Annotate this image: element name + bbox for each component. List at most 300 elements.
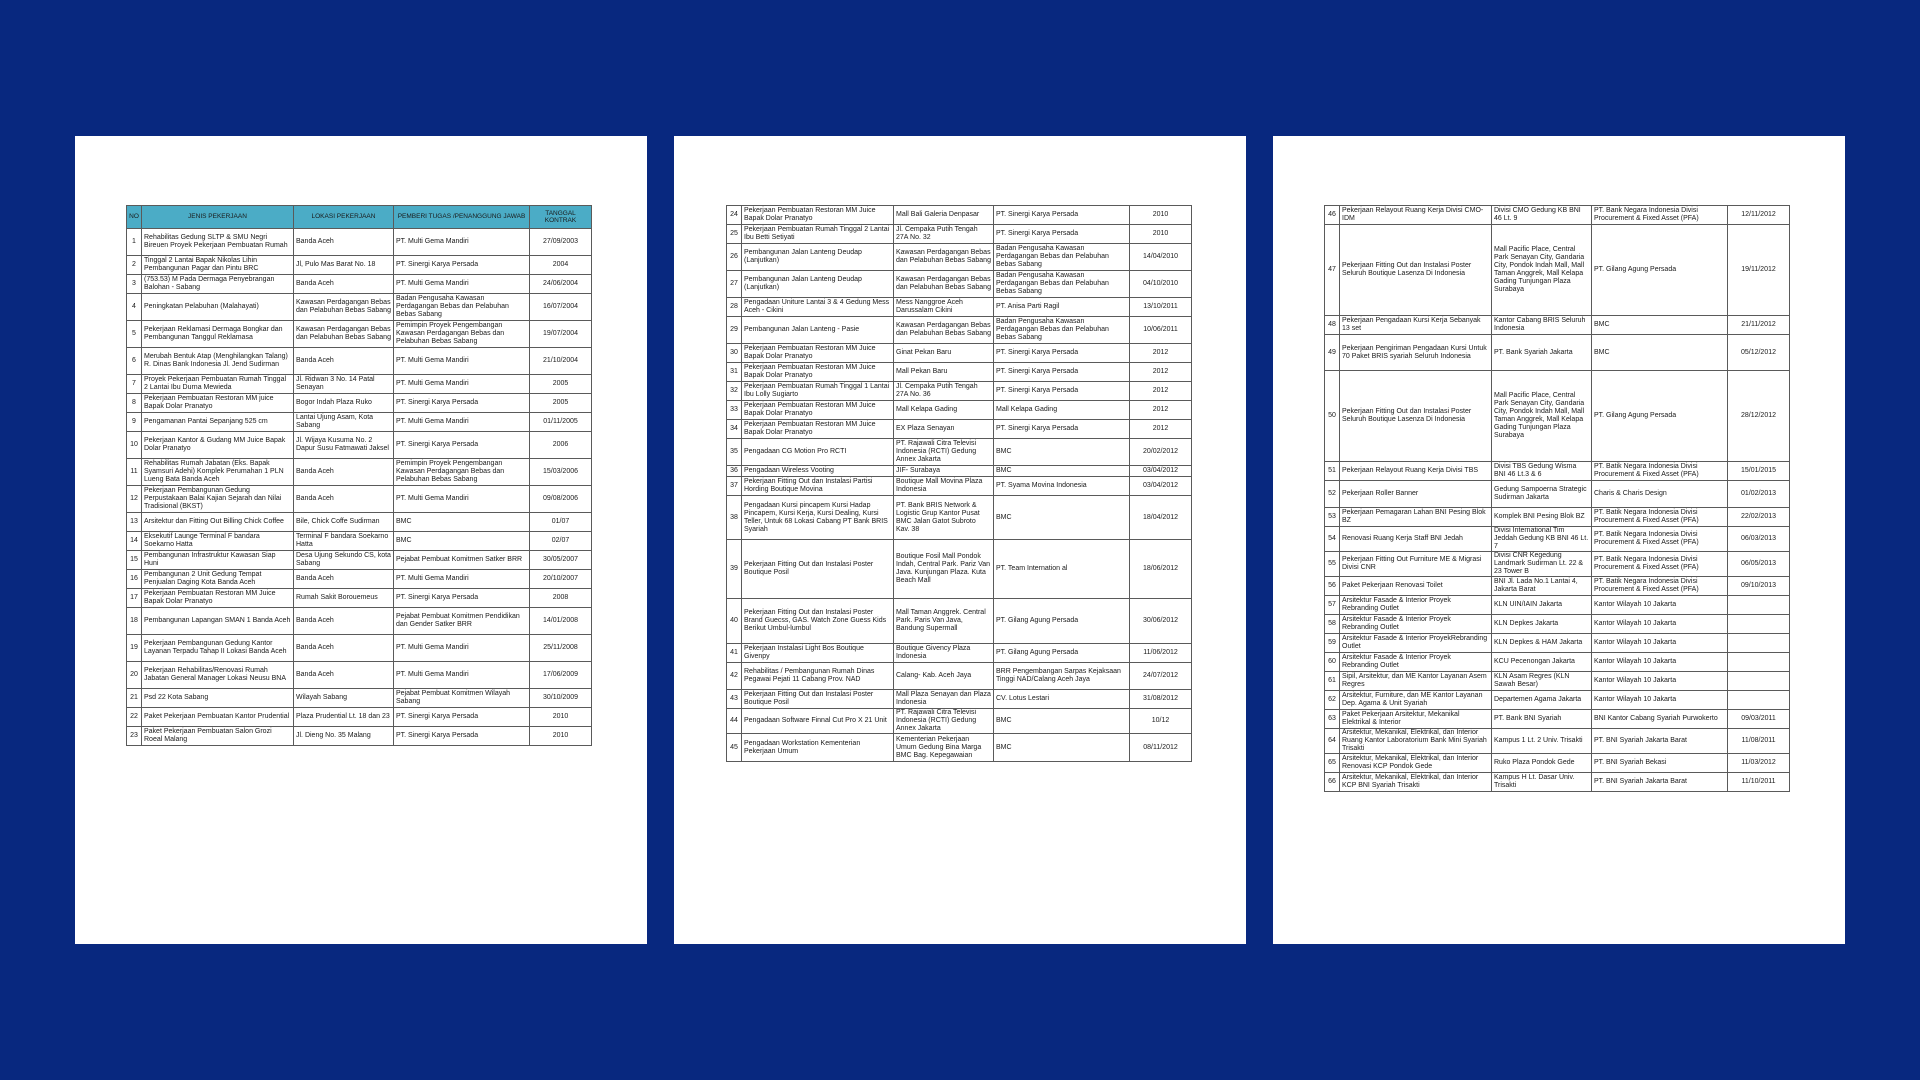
cell-date: 11/10/2011: [1728, 773, 1790, 792]
cell-no: 38: [727, 496, 742, 540]
cell-no: 10: [127, 432, 142, 459]
cell-employer: PT. Gilang Agung Persada: [1592, 225, 1728, 316]
table-row: [1325, 462, 1790, 481]
cell-location: Jl. Cempaka Putih Tengah 27A No. 32: [894, 225, 994, 244]
cell-job: Arsitektur Fasade & Interior Proyek Rebranding Outlet: [1340, 596, 1492, 615]
cell-date: 28/12/2012: [1728, 371, 1790, 462]
cell-employer: Pemimpin Proyek Pengembangan Kawasan Perdagangan Bebas dan Pelabuhan Bebas Sabang: [394, 459, 530, 486]
cell-employer: Pejabat Pembuat Komitmen Wilayah Sabang: [394, 689, 530, 708]
cell-no: 43: [727, 690, 742, 709]
cell-location: Kawasan Perdagangan Bebas dan Pelabuhan Bebas Sabang: [294, 321, 394, 348]
cell-job: Renovasi Ruang Kerja Staff BNI Jedah: [1340, 527, 1492, 552]
cell-no: 2: [127, 256, 142, 275]
cell-no: 17: [127, 589, 142, 608]
table-row: [127, 375, 592, 394]
document-page-3: [1273, 136, 1845, 944]
table-body: [1325, 206, 1790, 792]
cell-job: Pekerjaan Pembuatan Restoran MM Juice Bapak Dolar Pranatyo: [742, 420, 894, 439]
cell-date: 2010: [530, 708, 592, 727]
cell-job: Pekerjaan Roller Banner: [1340, 481, 1492, 508]
cell-location: Boutique Fosil Mall Pondok Indah, Central Park. Pariz Van Java. Kunjungan Plaza. Kuta Beach Mall: [894, 540, 994, 599]
cell-employer: PT. Sinergi Karya Persada: [994, 344, 1130, 363]
cell-location: Kawasan Perdagangan Bebas dan Pelabuhan Bebas Sabang: [294, 294, 394, 321]
cell-employer: BMC: [994, 496, 1130, 540]
cell-employer: PT. Multi Gema Mandiri: [394, 635, 530, 662]
cell-job: Arsitektur Fasade & Interior ProyekRebranding Outlet: [1340, 634, 1492, 653]
cell-date: 2004: [530, 256, 592, 275]
cell-no: 29: [727, 317, 742, 344]
cell-no: 60: [1325, 653, 1340, 672]
table-row: [727, 244, 1192, 271]
cell-location: Ginat Pekan Baru: [894, 344, 994, 363]
cell-employer: PT. Gilang Agung Persada: [1592, 371, 1728, 462]
cell-location: Boutique Mall Movina Plaza Indonesia: [894, 477, 994, 496]
cell-location: Mall Pacific Place, Central Park Senayan City, Gandaria City, Pondok Indah Mall, Mall Taman Anggrek, Mall Kelapa Gading Tunjungan Plaza Surabaya: [1492, 371, 1592, 462]
cell-location: Banda Aceh: [294, 486, 394, 513]
cell-date: 2010: [1130, 206, 1192, 225]
table-row: [727, 477, 1192, 496]
cell-job: Pekerjaan Fitting Out dan Instalasi Poster Seluruh Boutique Lasenza Di Indonesia: [1340, 225, 1492, 316]
cell-date: 18/04/2012: [1130, 496, 1192, 540]
cell-job: Pekerjaan Reklamasi Dermaga Bongkar dan Pembangunan Tanggul Reklamasa: [142, 321, 294, 348]
cell-date: 2005: [530, 394, 592, 413]
cell-no: 36: [727, 466, 742, 477]
cell-employer: BMC: [394, 513, 530, 532]
cell-employer: Kantor Wilayah 10 Jakarta: [1592, 634, 1728, 653]
cell-location: BNI Jl. Lada No.1 Lantai 4, Jakarta Barat: [1492, 577, 1592, 596]
cell-date: 24/07/2012: [1130, 663, 1192, 690]
cell-date: 15/03/2006: [530, 459, 592, 486]
cell-location: Banda Aceh: [294, 459, 394, 486]
cell-date: 2010: [530, 727, 592, 746]
table-row: [127, 459, 592, 486]
cell-no: 1: [127, 229, 142, 256]
table-row: [727, 271, 1192, 298]
header-employer: PEMBERI TUGAS /PENANGGUNG JAWAB: [394, 206, 530, 229]
cell-date: 06/05/2013: [1728, 552, 1790, 577]
cell-job: Pekerjaan Instalasi Light Bos Boutique Givenpy: [742, 644, 894, 663]
cell-location: Divisi International Tim Jeddah Gedung KB BNI 46 Lt. 7: [1492, 527, 1592, 552]
header-no: NO: [127, 206, 142, 229]
cell-job: Arsitektur dan Fitting Out Billing Chick Coffee: [142, 513, 294, 532]
cell-location: Mall Kelapa Gading: [894, 401, 994, 420]
project-table-1: [126, 205, 592, 746]
cell-job: Proyek Pekerjaan Pembuatan Rumah Tinggal 2 Lantai Ibu Durna Mewieda: [142, 375, 294, 394]
cell-no: 13: [127, 513, 142, 532]
header-job: JENIS PEKERJAAN: [142, 206, 294, 229]
cell-job: Pekerjaan Fitting Out dan Instalasi Poster Boutique Posil: [742, 540, 894, 599]
table-row: [1325, 773, 1790, 792]
cell-employer: Pejabat Pembuat Komitmen Pendidikan dan Gender Satker BRR: [394, 608, 530, 635]
cell-job: Arsitektur, Mekanikal, Elektrikal, dan Interior Ruang Kantor Laboratorium Bank Mini Syariah Trisakti: [1340, 729, 1492, 754]
cell-location: Departemen Agama Jakarta: [1492, 691, 1592, 710]
header-date: TANGGAL KONTRAK: [530, 206, 592, 229]
cell-employer: PT. Multi Gema Mandiri: [394, 486, 530, 513]
table-row: [727, 496, 1192, 540]
cell-job: Pekerjaan Pembangunan Gedung Kantor Layanan Terpadu Tahap II Lokasi Banda Aceh: [142, 635, 294, 662]
table-row: [1325, 508, 1790, 527]
cell-date: 27/09/2003: [530, 229, 592, 256]
cell-date: 06/03/2013: [1728, 527, 1790, 552]
cell-no: 42: [727, 663, 742, 690]
cell-job: Pembangunan Infrastruktur Kawasan Siap Huni: [142, 551, 294, 570]
cell-location: Banda Aceh: [294, 635, 394, 662]
cell-employer: BMC: [994, 439, 1130, 466]
cell-no: 59: [1325, 634, 1340, 653]
cell-location: Mall Pacific Place, Central Park Senayan City, Gandaria City, Pondok Indah Mall, Mall Taman Anggrek, Mall Kelapa Gading Tunjungan Plaza Surabaya: [1492, 225, 1592, 316]
cell-no: 26: [727, 244, 742, 271]
cell-date: 24/06/2004: [530, 275, 592, 294]
cell-no: 56: [1325, 577, 1340, 596]
cell-date: 14/01/2008: [530, 608, 592, 635]
cell-no: 7: [127, 375, 142, 394]
cell-employer: Kantor Wilayah 10 Jakarta: [1592, 691, 1728, 710]
cell-location: Jl, Pulo Mas Barat No. 18: [294, 256, 394, 275]
cell-employer: PT. Multi Gema Mandiri: [394, 348, 530, 375]
cell-no: 8: [127, 394, 142, 413]
table-row: [1325, 527, 1790, 552]
table-row: [127, 348, 592, 375]
cell-location: Desa Ujung Sekundo CS, kota Sabang: [294, 551, 394, 570]
cell-job: Arsitektur, Mekanikal, Elektrikal, dan Interior Renovasi KCP Pondok Gede: [1340, 754, 1492, 773]
cell-employer: PT. Sinergi Karya Persada: [394, 727, 530, 746]
cell-location: Mall Bali Galeria Denpasar: [894, 206, 994, 225]
cell-location: EX Plaza Senayan: [894, 420, 994, 439]
cell-date: 2012: [1130, 401, 1192, 420]
table-row: [727, 206, 1192, 225]
cell-job: Paket Pekerjaan Renovasi Toilet: [1340, 577, 1492, 596]
cell-date: 2012: [1130, 420, 1192, 439]
cell-no: 48: [1325, 316, 1340, 335]
table-row: [1325, 225, 1790, 316]
cell-date: 01/11/2005: [530, 413, 592, 432]
table-row: [127, 708, 592, 727]
cell-date: 16/07/2004: [530, 294, 592, 321]
table-row: [727, 298, 1192, 317]
cell-employer: PT. Syama Movina Indonesia: [994, 477, 1130, 496]
cell-job: Pekerjaan Pemagaran Lahan BNI Pesing Blok BZ: [1340, 508, 1492, 527]
cell-job: Pekerjaan Fitting Out dan Instalasi Partisi Hording Boutique Movina: [742, 477, 894, 496]
cell-date: 2012: [1130, 344, 1192, 363]
cell-location: Jl. Wijaya Kusuma No. 2 Dapur Susu Fatmawati Jaksel: [294, 432, 394, 459]
cell-date: 25/11/2008: [530, 635, 592, 662]
cell-location: PT. Rajawali Citra Televisi Indonesia (RCTI) Gedung Annex Jakarta: [894, 709, 994, 734]
cell-job: Psd 22 Kota Sabang: [142, 689, 294, 708]
cell-no: 65: [1325, 754, 1340, 773]
cell-employer: BMC: [1592, 316, 1728, 335]
cell-no: 12: [127, 486, 142, 513]
cell-job: Pembangunan Jalan Lanteng Deudap (Lanjutkan): [742, 271, 894, 298]
table-row: [127, 727, 592, 746]
cell-employer: PT. Sinergi Karya Persada: [394, 256, 530, 275]
cell-job: Pekerjaan Pembuatan Restoran MM Juice Bapak Dolar Pranatyo: [142, 589, 294, 608]
cell-employer: Kantor Wilayah 10 Jakarta: [1592, 653, 1728, 672]
cell-no: 27: [727, 271, 742, 298]
table-row: [127, 570, 592, 589]
cell-location: Jl. Cempaka Putih Tengah 27A No. 36: [894, 382, 994, 401]
cell-employer: Pemimpin Proyek Pengembangan Kawasan Perdagangan Bebas dan Pelabuhan Bebas Sabang: [394, 321, 530, 348]
cell-no: 30: [727, 344, 742, 363]
table-row: [1325, 729, 1790, 754]
cell-no: 24: [727, 206, 742, 225]
cell-employer: PT. Gilang Agung Persada: [994, 644, 1130, 663]
cell-no: 66: [1325, 773, 1340, 792]
cell-location: Divisi TBS Gedung Wisma BNI 46 Lt.3 & 6: [1492, 462, 1592, 481]
table-row: [727, 466, 1192, 477]
cell-job: Paket Pekerjaan Pembuatan Salon Grozi Roeal Malang: [142, 727, 294, 746]
cell-location: Banda Aceh: [294, 662, 394, 689]
cell-location: Terminal F bandara Soekarno Hatta: [294, 532, 394, 551]
table-row: [127, 608, 592, 635]
table-row: [1325, 316, 1790, 335]
cell-no: 41: [727, 644, 742, 663]
cell-job: Merubah Bentuk Atap (Menghilangkan Talang) R. Dinas Bank Indonesia Jl. Jend Sudirman: [142, 348, 294, 375]
cell-job: Pekerjaan Pembuatan Restoran MM juice Bapak Dolar Pranatyo: [142, 394, 294, 413]
cell-no: 51: [1325, 462, 1340, 481]
cell-employer: PT. Sinergi Karya Persada: [994, 420, 1130, 439]
cell-date: [1728, 634, 1790, 653]
cell-location: Kampus 1 Lt. 2 Univ. Trisakti: [1492, 729, 1592, 754]
table-row: [727, 439, 1192, 466]
cell-no: 44: [727, 709, 742, 734]
cell-date: 11/06/2012: [1130, 644, 1192, 663]
cell-date: 12/11/2012: [1728, 206, 1790, 225]
cell-employer: Badan Pengusaha Kawasan Perdagangan Bebas dan Pelabuhan Bebas Sabang: [394, 294, 530, 321]
cell-location: Divisi CMO Gedung KB BNI 46 Lt. 9: [1492, 206, 1592, 225]
cell-date: 31/08/2012: [1130, 690, 1192, 709]
table-row: [727, 317, 1192, 344]
cell-location: PT. Bank Syariah Jakarta: [1492, 335, 1592, 371]
cell-job: Pekerjaan Pengadaan Kursi Kerja Sebanyak 13 set: [1340, 316, 1492, 335]
table-row: [727, 540, 1192, 599]
cell-employer: PT. Sinergi Karya Persada: [394, 708, 530, 727]
cell-no: 20: [127, 662, 142, 689]
cell-job: Pekerjaan Rehabilitas/Renovasi Rumah Jabatan General Manager Lokasi Neusu BNA: [142, 662, 294, 689]
cell-job: Pekerjaan Kantor & Gudang MM Juice Bapak Dolar Pranatyo: [142, 432, 294, 459]
table-row: [1325, 335, 1790, 371]
cell-location: Kawasan Perdagangan Bebas dan Pelabuhan Bebas Sabang: [894, 271, 994, 298]
cell-job: Pekerjaan Fitting Out dan Instalasi Poster Seluruh Boutique Lasenza Di Indonesia: [1340, 371, 1492, 462]
cell-date: 30/05/2007: [530, 551, 592, 570]
cell-date: 03/04/2012: [1130, 477, 1192, 496]
cell-location: Divisi CNR Kegedung Landmark Sudirman Lt. 22 & 23 Tower B: [1492, 552, 1592, 577]
cell-job: Rehabilitas Gedung SLTP & SMU Negri Bireuen Proyek Pekerjaan Pembuatan Rumah: [142, 229, 294, 256]
cell-job: Pengadaan Software Finnal Cut Pro X 21 Unit: [742, 709, 894, 734]
cell-job: Pekerjaan Fitting Out dan Instalasi Poster Boutique Posil: [742, 690, 894, 709]
cell-location: Mall Plaza Senayan dan Plaza Indonesia: [894, 690, 994, 709]
table-row: [127, 532, 592, 551]
cell-employer: BMC: [994, 709, 1130, 734]
cell-location: PT. Rajawali Citra Televisi Indonesia (RCTI) Gedung Annex Jakarta: [894, 439, 994, 466]
cell-date: 13/10/2011: [1130, 298, 1192, 317]
cell-location: Kantor Cabang BRIS Seluruh Indonesia: [1492, 316, 1592, 335]
table-row: [727, 690, 1192, 709]
table-row: [1325, 577, 1790, 596]
cell-no: 11: [127, 459, 142, 486]
cell-no: 53: [1325, 508, 1340, 527]
cell-employer: PT. Batik Negara Indonesia Divisi Procurement & Fixed Asset (PFA): [1592, 462, 1728, 481]
cell-date: 2012: [1130, 382, 1192, 401]
cell-job: Pekerjaan Pengiriman Pengadaan Kursi Untuk 70 Paket BRIS syariah Seluruh Indonesia: [1340, 335, 1492, 371]
cell-date: 09/03/2011: [1728, 710, 1790, 729]
cell-employer: Kantor Wilayah 10 Jakarta: [1592, 672, 1728, 691]
cell-no: 21: [127, 689, 142, 708]
cell-location: Banda Aceh: [294, 570, 394, 589]
table-row: [127, 413, 592, 432]
cell-date: 18/06/2012: [1130, 540, 1192, 599]
cell-location: Calang- Kab. Aceh Jaya: [894, 663, 994, 690]
table-row: [1325, 615, 1790, 634]
cell-employer: PT. Multi Gema Mandiri: [394, 375, 530, 394]
table-row: [127, 662, 592, 689]
cell-date: [1728, 615, 1790, 634]
cell-job: Pembangunan Jalan Lanteng Deudap (Lanjutkan): [742, 244, 894, 271]
cell-employer: PT. Bank Negara Indonesia Divisi Procurement & Fixed Asset (PFA): [1592, 206, 1728, 225]
cell-no: 63: [1325, 710, 1340, 729]
cell-location: Plaza Prudential Lt. 18 dan 23: [294, 708, 394, 727]
cell-job: Paket Pekerjaan Pembuatan Kantor Prudential: [142, 708, 294, 727]
cell-no: 19: [127, 635, 142, 662]
cell-no: 58: [1325, 615, 1340, 634]
cell-job: Arsitektur, Mekanikal, Elektrikal, dan Interior KCP BNI Syariah Trisakti: [1340, 773, 1492, 792]
cell-employer: Kantor Wilayah 10 Jakarta: [1592, 615, 1728, 634]
cell-date: 11/03/2012: [1728, 754, 1790, 773]
cell-date: 03/04/2012: [1130, 466, 1192, 477]
table-row: [127, 256, 592, 275]
cell-no: 28: [727, 298, 742, 317]
cell-location: Kawasan Perdagangan Bebas dan Pelabuhan Bebas Sabang: [894, 244, 994, 271]
cell-employer: PT. Anisa Parti Ragil: [994, 298, 1130, 317]
cell-date: 01/07: [530, 513, 592, 532]
table-row: [1325, 206, 1790, 225]
cell-date: 02/07: [530, 532, 592, 551]
cell-date: 15/01/2015: [1728, 462, 1790, 481]
table-row: [727, 734, 1192, 762]
cell-job: Paket Pekerjaan Arsitektur, Mekanikal Elektrikal & Interior: [1340, 710, 1492, 729]
cell-date: 20/02/2012: [1130, 439, 1192, 466]
cell-date: 2008: [530, 589, 592, 608]
table-row: [127, 432, 592, 459]
cell-date: [1728, 653, 1790, 672]
cell-no: 22: [127, 708, 142, 727]
cell-employer: CV. Lotus Lestari: [994, 690, 1130, 709]
table-row: [1325, 596, 1790, 615]
cell-employer: PT. Sinergi Karya Persada: [394, 394, 530, 413]
cell-no: 34: [727, 420, 742, 439]
cell-date: 11/08/2011: [1728, 729, 1790, 754]
cell-location: Banda Aceh: [294, 229, 394, 256]
cell-location: KLN UIN/IAIN Jakarta: [1492, 596, 1592, 615]
cell-job: Pembangunan Jalan Lanteng - Pasie: [742, 317, 894, 344]
cell-employer: BMC: [994, 466, 1130, 477]
cell-no: 31: [727, 363, 742, 382]
cell-location: KLN Depkes & HAM Jakarta: [1492, 634, 1592, 653]
cell-date: 05/12/2012: [1728, 335, 1790, 371]
cell-location: Mall Pekan Baru: [894, 363, 994, 382]
project-table-2: [726, 205, 1192, 762]
cell-no: 25: [727, 225, 742, 244]
cell-employer: PT. Gilang Agung Persada: [994, 599, 1130, 644]
table-row: [1325, 371, 1790, 462]
cell-location: Kementerian Pekerjaan Umum Gedung Bina Marga BMC Bag. Kepegawaian: [894, 734, 994, 762]
cell-location: Lantai Ujung Asam, Kota Sabang: [294, 413, 394, 432]
cell-no: 62: [1325, 691, 1340, 710]
cell-employer: Mall Kelapa Gading: [994, 401, 1130, 420]
cell-job: Arsitektur, Furniture, dan ME Kantor Layanan Dep. Agama & Unit Syariah: [1340, 691, 1492, 710]
cell-location: Boutique Givency Plaza Indonesia: [894, 644, 994, 663]
table-row: [727, 401, 1192, 420]
cell-location: Jl. Ridwan 3 No. 14 Patal Senayan: [294, 375, 394, 394]
cell-employer: PT. Sinergi Karya Persada: [394, 589, 530, 608]
table-row: [727, 599, 1192, 644]
table-row: [127, 294, 592, 321]
cell-no: 61: [1325, 672, 1340, 691]
cell-employer: Pejabat Pembuat Komitmen Satker BRR: [394, 551, 530, 570]
cell-date: 22/02/2013: [1728, 508, 1790, 527]
cell-job: Pekerjaan Fitting Out dan Instalasi Poster Brand Guecss, GAS. Watch Zone Guess Kids Berikut Umbul-lumbul: [742, 599, 894, 644]
table-row: [727, 382, 1192, 401]
cell-location: KCU Pecenongan Jakarta: [1492, 653, 1592, 672]
cell-job: Peningkatan Pelabuhan (Malahayati): [142, 294, 294, 321]
cell-job: Pekerjaan Pembangunan Gedung Perpustakaan Balai Kajian Sejarah dan Nilai Tradisional (BKST): [142, 486, 294, 513]
cell-employer: PT. Batik Negara Indonesia Divisi Procurement & Fixed Asset (PFA): [1592, 508, 1728, 527]
cell-employer: Charis & Charis Design: [1592, 481, 1728, 508]
document-page-1: [75, 136, 647, 944]
cell-date: 20/10/2007: [530, 570, 592, 589]
cell-date: 10/06/2011: [1130, 317, 1192, 344]
cell-date: [1728, 596, 1790, 615]
cell-no: 50: [1325, 371, 1340, 462]
cell-job: Pekerjaan Pembuatan Restoran MM Juice Bapak Dolar Pranatyo: [742, 206, 894, 225]
cell-job: Pengadaan Kursi pincapem Kursi Hadap Pincapem, Kursi Kerja, Kursi Dealing, Kursi Teller, Untuk 68 Lokasi Cabang PT Bank BRIS Syariah: [742, 496, 894, 540]
cell-date: 2012: [1130, 363, 1192, 382]
cell-employer: PT. Batik Negara Indonesia Divisi Procurement & Fixed Asset (PFA): [1592, 527, 1728, 552]
table-row: [127, 321, 592, 348]
table-row: [727, 644, 1192, 663]
table-row: [727, 225, 1192, 244]
table-row: [127, 513, 592, 532]
cell-employer: BRR Pengembangan Sarpas Kejaksaan Tinggi NAD/Calang Aceh Jaya: [994, 663, 1130, 690]
cell-location: Banda Aceh: [294, 608, 394, 635]
cell-employer: Kantor Wilayah 10 Jakarta: [1592, 596, 1728, 615]
cell-no: 40: [727, 599, 742, 644]
cell-job: Pekerjaan Fitting Out Furniture ME & Migrasi Divisi CNR: [1340, 552, 1492, 577]
cell-no: 55: [1325, 552, 1340, 577]
cell-date: 09/10/2013: [1728, 577, 1790, 596]
cell-job: (753.53) M Pada Dermaga Penyebrangan Balohan - Sabang: [142, 275, 294, 294]
cell-employer: BNI Kantor Cabang Syariah Purwokerto: [1592, 710, 1728, 729]
cell-employer: PT. Batik Negara Indonesia Divisi Procurement & Fixed Asset (PFA): [1592, 552, 1728, 577]
table-row: [727, 420, 1192, 439]
cell-location: Bile, Chick Coffe Sudirman: [294, 513, 394, 532]
cell-no: 47: [1325, 225, 1340, 316]
cell-job: Pembangunan 2 Unit Gedung Tempat Penjualan Daging Kota Banda Aceh: [142, 570, 294, 589]
cell-job: Pengadaan Workstation Kementerian Pekerjaan Umum: [742, 734, 894, 762]
cell-location: Gedung Sampoerna Strategic Sudirman Jakarta: [1492, 481, 1592, 508]
table-row: [127, 394, 592, 413]
cell-date: 2010: [1130, 225, 1192, 244]
cell-job: Eksekutif Launge Terminal F bandara Soekarno Hatta: [142, 532, 294, 551]
cell-employer: BMC: [394, 532, 530, 551]
cell-date: 30/06/2012: [1130, 599, 1192, 644]
cell-date: 19/07/2004: [530, 321, 592, 348]
cell-employer: Badan Pengusaha Kawasan Perdagangan Bebas dan Pelabuhan Bebas Sabang: [994, 244, 1130, 271]
cell-job: Pekerjaan Relayout Ruang Kerja Divisi CMO-IDM: [1340, 206, 1492, 225]
cell-employer: PT. BNI Syariah Jakarta Barat: [1592, 773, 1728, 792]
cell-location: Bogor Indah Plaza Ruko: [294, 394, 394, 413]
cell-job: Pekerjaan Pembuatan Restoran MM Juice Bapak Dolar Pranatyo: [742, 363, 894, 382]
table-row: [1325, 754, 1790, 773]
